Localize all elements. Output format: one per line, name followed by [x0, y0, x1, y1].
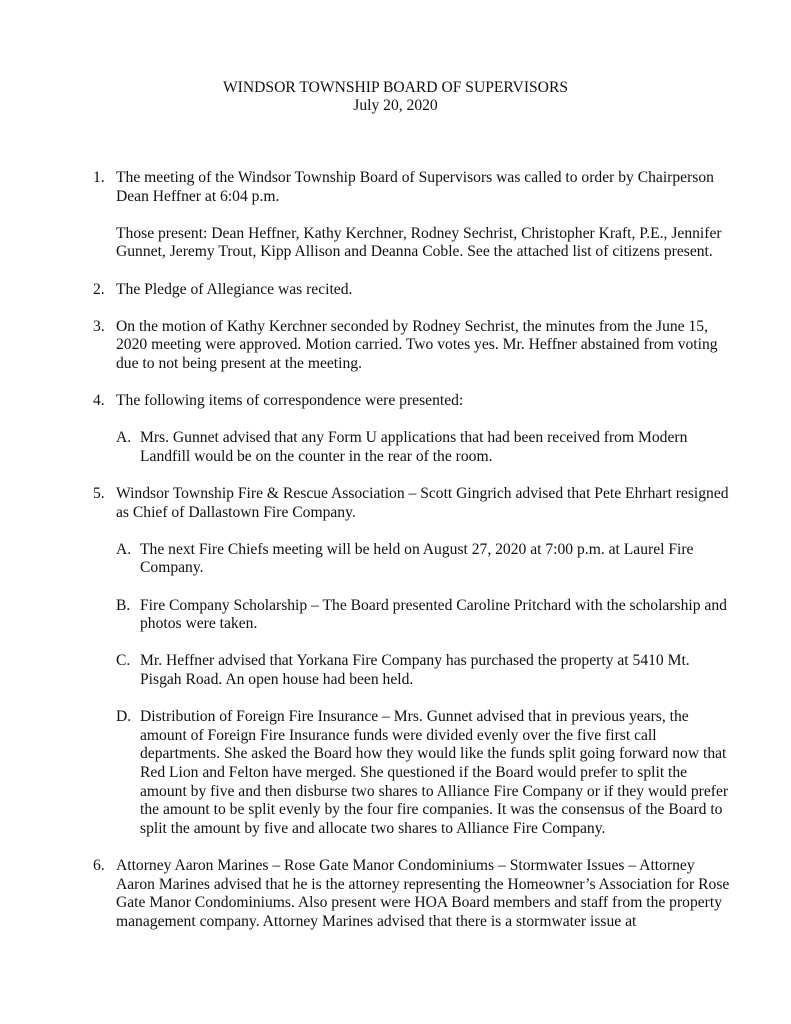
item-paragraph: On the motion of Kathy Kerchner seconded by Rodney Sechrist, the minutes from the June 15, 2020 meeting were approved. Motion carried. Two votes yes. Mr. Heffner abstained from voting due to not being present at the meeting.: [116, 317, 718, 372]
item-number: 2.: [93, 280, 105, 298]
subitem-letter: C.: [116, 652, 131, 670]
minutes-item-6: [93, 857, 733, 931]
attendees-paragraph: Those present: Dean Heffner, Kathy Kerchner, Rodney Sechrist, Christopher Kraft, P.E., Jennifer Gunnet, Jeremy Trout, Kipp Allison and Deanna Coble. See the attached list of citizens present.: [116, 224, 722, 261]
item-paragraph: The following items of correspondence were presented:: [116, 392, 464, 410]
subitem-letter: B.: [116, 596, 131, 614]
subitem-5c: [116, 652, 733, 689]
item-paragraph: Attorney Aaron Marines – Rose Gate Manor Condominiums – Stormwater Issues – Attorney Aaron Marines advised that he is the attorney representing the Homeowner’s Association for Rose Gate Manor Condominiums. Also present were HOA Board members and staff from the property management company. Attorney Marines advised that there is a stormwater issue at: [116, 856, 730, 930]
item-paragraph: Windsor Township Fire & Rescue Association – Scott Gingrich advised that Pete Ehrhart resigned as Chief of Dallastown Fire Company.: [116, 485, 729, 521]
subitem-letter: A.: [116, 429, 132, 447]
document-title: WINDSOR TOWNSHIP BOARD OF SUPERVISORS: [222, 79, 569, 96]
subitem-letter: D.: [116, 708, 132, 726]
subitem-text: The next Fire Chiefs meeting will be held on August 27, 2020 at 7:00 p.m. at Laurel Fire Company.: [140, 540, 694, 577]
subitem-letter: A.: [116, 540, 132, 558]
minutes-item-4: [93, 392, 733, 466]
subitem-text: Mr. Heffner advised that Yorkana Fire Company has purchased the property at 5410 Mt. Pisgah Road. An open house had been held.: [140, 652, 690, 689]
item-paragraph: The Pledge of Allegiance was recited.: [116, 280, 353, 298]
subitem-5a: [116, 541, 733, 578]
minutes-item-5: [93, 485, 733, 838]
subitem-list: [116, 541, 733, 839]
subitem-list: [116, 429, 733, 466]
minutes-list: [93, 169, 733, 931]
item-paragraph: The meeting of the Windsor Township Board of Supervisors was called to order by Chairperson Dean Heffner at 6:04 p.m.: [116, 169, 714, 205]
subitem-5d: [116, 708, 733, 838]
document-date: July 20, 2020: [353, 96, 438, 114]
subitem-text: Distribution of Foreign Fire Insurance – Mrs. Gunnet advised that in previous years, the amount of Foreign Fire Insurance funds were divided evenly over the five first call departments. She asked the Board how they would like the funds split going forward now that Red Lion and Felton have merged. She questioned if the Board would prefer to split the amount by five and then disburse two shares to Alliance Fire Company or if they would prefer the amount to be split evenly by the four fire companies. It was the consensus of the Board to split the amount by five and allocate two shares to Alliance Fire Company.: [140, 708, 729, 837]
subitem-5b: [116, 597, 733, 634]
minutes-item-2: [93, 281, 733, 300]
item-number: 6.: [93, 856, 105, 874]
minutes-item-1: [93, 169, 733, 262]
subitem-text: Mrs. Gunnet advised that any Form U applications that had been received from Modern Landfill would be on the counter in the rear of the room.: [140, 429, 688, 465]
item-number: 4.: [93, 392, 105, 410]
subitem-4a: [116, 429, 733, 466]
subitem-text: Fire Company Scholarship – The Board presented Caroline Pritchard with the scholarship and photos were taken.: [140, 596, 727, 633]
item-number: 5.: [93, 485, 105, 503]
minutes-item-3: [93, 318, 733, 374]
item-number: 1.: [93, 169, 105, 186]
item-number: 3.: [93, 317, 105, 335]
document-header: [0, 79, 791, 114]
